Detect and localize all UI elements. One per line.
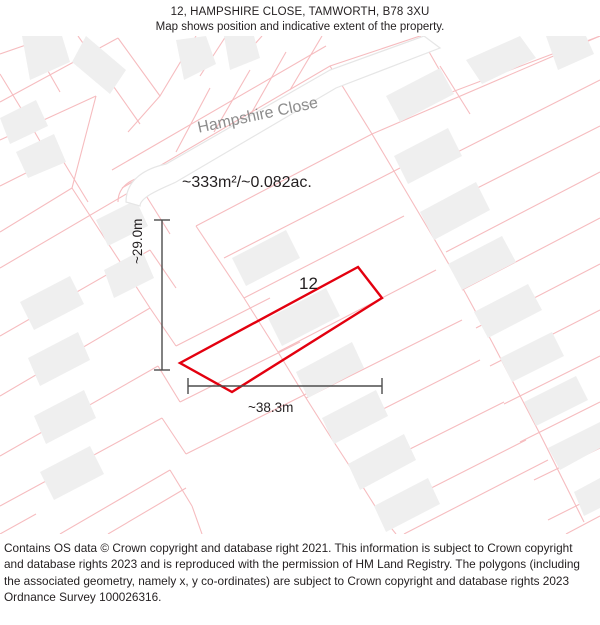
area-label: ~333m²/~0.082ac. [182, 174, 312, 191]
map-header [0, 0, 600, 36]
dimension-width-label: ~38.3m [248, 400, 294, 415]
copyright-text: Contains OS data © Crown copyright and database right 2021. This information is subject to Crown copyright and database rights 2023 and is reproduced with the permission of HM Land Registry. The polygons (including the associated geometry, namely x, y co-ordinates) are subject to Crown copyright and database rights 2023 Ordnance Survey 100026316. [4, 541, 580, 605]
plot-number-label: 12 [299, 274, 318, 293]
street-label-hampshire-close: Hampshire Close [196, 94, 320, 137]
dimension-height-label: ~29.0m [130, 218, 145, 264]
page-subtitle: Map shows position and indicative extent of the property. [155, 21, 445, 33]
copyright-footer [0, 534, 600, 625]
map-canvas[interactable] [0, 36, 600, 534]
page-title: 12, HAMPSHIRE CLOSE, TAMWORTH, B78 3XU [170, 6, 430, 18]
